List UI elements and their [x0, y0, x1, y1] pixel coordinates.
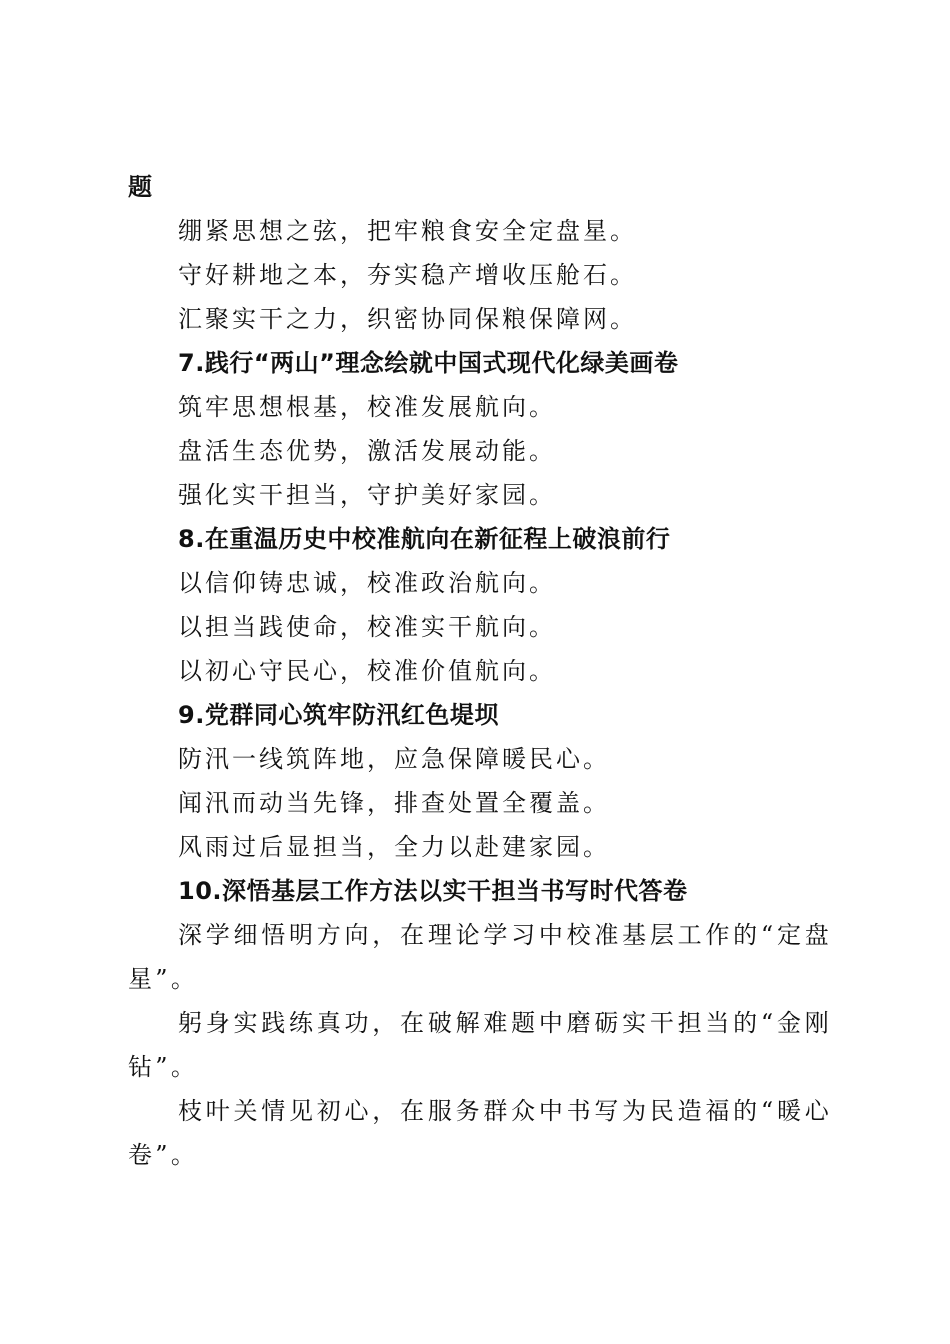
section-6-item-2: 守好耕地之本，夯实稳产增收压舱石。	[178, 261, 637, 289]
document-body	[128, 165, 832, 1177]
section-8-title: 8.在重温历史中校准航向在新征程上破浪前行	[178, 525, 671, 553]
section-10-item-1: 深学细悟明方向，在理论学习中校准基层工作的“定盘星”。	[128, 921, 832, 993]
section-10-item-2: 躬身实践练真功，在破解难题中磨砺实干担当的“金刚钻”。	[128, 1009, 832, 1081]
section-7-title: 7.践行“两山”理念绘就中国式现代化绿美画卷	[178, 349, 679, 377]
section-7-item-2: 盘活生态优势，激活发展动能。	[178, 437, 556, 465]
section-7-item-3: 强化实干担当，守护美好家园。	[178, 481, 556, 509]
section-8-item-2: 以担当践使命，校准实干航向。	[178, 613, 556, 641]
continued-heading-tail: 题	[128, 173, 152, 201]
section-9-item-1: 防汛一线筑阵地，应急保障暖民心。	[178, 745, 610, 773]
section-10-item-3: 枝叶关情见初心，在服务群众中书写为民造福的“暖心卷”。	[128, 1097, 832, 1169]
section-9-item-2: 闻汛而动当先锋，排查处置全覆盖。	[178, 789, 610, 817]
section-7-item-1: 筑牢思想根基，校准发展航向。	[178, 393, 556, 421]
section-9-item-3: 风雨过后显担当，全力以赴建家园。	[178, 833, 610, 861]
section-8-item-1: 以信仰铸忠诚，校准政治航向。	[178, 569, 556, 597]
section-6-item-3: 汇聚实干之力，织密协同保粮保障网。	[178, 305, 637, 333]
section-10-title: 10.深悟基层工作方法以实干担当书写时代答卷	[178, 877, 688, 905]
section-8-item-3: 以初心守民心，校准价值航向。	[178, 657, 556, 685]
section-6-item-1: 绷紧思想之弦，把牢粮食安全定盘星。	[178, 217, 637, 245]
section-9-title: 9.党群同心筑牢防汛红色堤坝	[178, 701, 499, 729]
